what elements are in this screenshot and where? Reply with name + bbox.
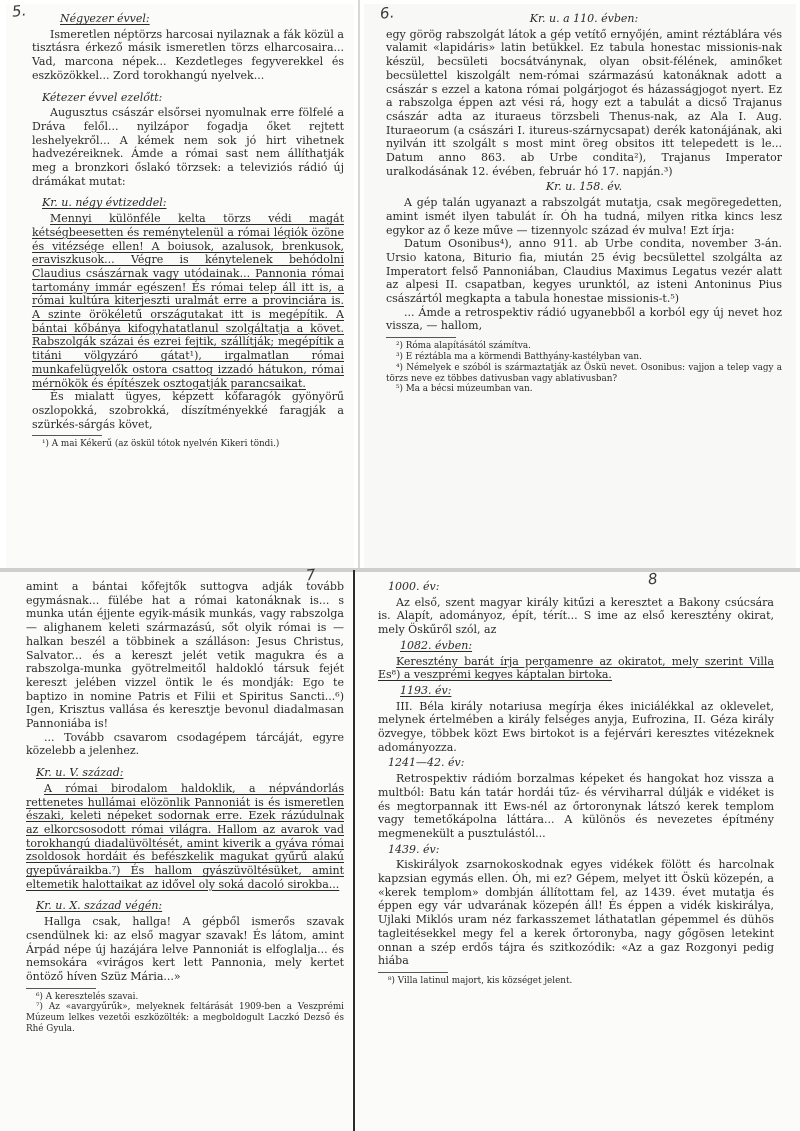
paragraph: A római birodalom haldoklik, a népvándorlás rettenetes hullámai elözönlik Pannoniát is és ismeretlen északi, keleti népeket sodornak erre. Ezek rázúdulnak az elkorcsosodott római világra. Hallom az avarok vad torokhangú diadalüvöltését, amint kiverik a gyáva római zsoldosok hordáit és befészkelik magukat gyűrű alakú gyepűváraikba.⁷) És hallom gyászüvöltésüket, amint eltemetik halottaikat az idővel oly soká dacoló sirokba... <box>26 781 344 891</box>
section-header: Kétezer évvel ezelőtt: <box>42 90 163 104</box>
page-number: 7 <box>305 565 317 585</box>
section-header: Kr. u. 158. év. <box>545 180 623 194</box>
page-number: 6. <box>379 3 396 23</box>
footnote: ³) E réztábla ma a körmendi Batthyány-kastélyban van. <box>396 351 642 362</box>
section-header: Négyezer évvel: <box>60 12 150 25</box>
section-header: Kr. u. X. század végén: <box>36 899 163 913</box>
page-8 <box>356 569 800 1131</box>
footnote: ⁷) Az «avargyűrűk», melyeknek feltárását 1909-ben a Veszprémi Múzeum lelkes vezetői eszközölték: a megboldogult Laczkó Dezső és Rhé Gyula. <box>26 1002 344 1035</box>
paragraph: Az első, szent magyar király kitűzi a keresztet a Bakony csúcsára is. Alapít, adományoz, épít, térít... S ime az első keresztény okirat, mely Öskűről szól, az <box>378 595 774 637</box>
paragraph: III. Béla király notariusa megírja ékes iniciálékkal az oklevelet, melynek értelmében a király felséges anyja, Eufrozina, II. Géza király özvegye, többek közt Ews birtokot is a fejérvári keresztes vitézeknek adományozza. <box>378 699 774 754</box>
section-header: 1082. évben: <box>400 638 473 652</box>
paragraph: És mialatt ügyes, képzett kőfaragók gyönyörű oszlopokká, szobrokká, díszítményekké faragják a szürkés-sárgás követ, <box>32 390 344 431</box>
page-number: 5. <box>11 1 28 21</box>
footnote: ¹) A mai Kékerű (az öskül tótok nyelvén Kikeri töndi.) <box>42 439 280 450</box>
footnote-rule <box>32 435 102 436</box>
paragraph: A gép talán ugyanazt a rabszolgát mutatja, csak megöregedetten, amint ismét ilyen tabulát ír. Óh ha tudná, milyen ritka kincs lesz egykor az ő keze műve — tizennyolc század év mulva! Ezt írja: <box>386 196 782 237</box>
footnote-rule <box>26 988 96 989</box>
page-gutter-bottom <box>353 570 355 1131</box>
paragraph: Mennyi különféle kelta törzs védi magát kétségbeesetten és reménytelenül a római légiók özöne és vitézsége ellen! A boiusok, azalusok, brenkusok, eraviszkusok... Végre is kénytelenek behódolni Claudius császárnak vagy utódainak... Pannonia római tartomány immár egészen! És római telep áll itt is, a római kultúra kiterjeszti uralmát erre a provinciára is. A szinte örökéletű országutakat itt is megépítik. A bántai kőbánya kifogyhatatlanul szolgáltatja a követ. Rabszolgák százai és ezrei fejtik, szállítják; megépítik a titáni völgyzáró gátat¹), irgalmatlan római munkafelügyelők ostora csattog izzadó hátukon, római mérnökök és építészek osztogatják parancsaikat. <box>32 212 344 390</box>
section-header: Kr. u. négy évtizeddel: <box>42 196 167 210</box>
section-header: 1000. év: <box>388 580 440 593</box>
footnote: ²) Róma alapításától számítva. <box>396 341 531 352</box>
section-header: Kr. u. V. század: <box>36 766 124 780</box>
footnote-rule <box>386 337 456 338</box>
section-header: 1439. év: <box>388 842 440 856</box>
section-header: 1241—42. év: <box>388 756 465 770</box>
footnote: ⁴) Némelyek e szóból is származtatják az Öskü nevet. Osonibus: vajjon a telep vagy a törzs neve ez többes dativusban vagy ablativusban? <box>386 362 782 384</box>
page-7 <box>0 572 352 1131</box>
paragraph: amint a bántai kőfejtők suttogva adják tovább egymásnak... fülébe hat a római katonáknak is... s munka után éjjente egyik-másik munkás, vagy rabszolga — alighanem keleti származású, sőt olyik római is — halkan beszél a többinek a szálláson: Jesus Christus, Salvator... és a kereszt jelét vetik magukra és a rabszolga-munka gyötrelmeitől haldokló társuk fejét kereszt jelében vizzel öntik le és mondják: Ego te baptizo in nomine Patris et Filii et Spiritus Sancti...⁶) Igen, Krisztus vallása és keresztje bevonul diadalmasan Pannoniába is! <box>26 580 344 731</box>
page-6 <box>364 4 796 568</box>
page-5 <box>6 4 354 568</box>
page-number: 8 <box>647 569 659 589</box>
paragraph: Ismeretlen néptörzs harcosai nyilaznak a fák közül a tisztásra érkező másik ismeretlen törzs elharcosaira... Vad, marcona népek... Kezdetleges fegyverekkel és eszközökkel... Zord torokhangú nyelvek... <box>32 27 344 82</box>
paragraph: ... Ámde a retrospektiv rádió ugyanebből a korból egy új nevet hoz vissza, — hallom, <box>386 305 782 333</box>
section-header: 1193. év: <box>400 683 452 697</box>
paragraph: Kiskirályok zsarnokoskodnak egyes vidékek fölött és harcolnak kapzsian egymás ellen. Óh, mi ez? Gépem, melyet itt Öskü közepén, a «kerek templom» dombján állítottam fel, az 1439. évet mutatja és éppen egy vár udvarának közepén áll! És éppen a vidék kiskirálya, Ujlaki Miklós uram néz farkasszemet láthatatlan gépemmel és dühös tagleitésekkel megy fel a kerek őrtoronyba, nagy gőgösen letekint onnan a szép erdős tájra és szitkozódik: «Az a gaz Rozgonyi pedig hiába <box>378 858 774 968</box>
footnote: ⁵) Ma a bécsi múzeumban van. <box>396 384 533 395</box>
section-header: Kr. u. a 110. évben: <box>529 12 639 25</box>
paragraph: ... Tovább csavarom csodagépem tárcáját, egyre közelebb a jelenhez. <box>26 730 344 758</box>
footnote-rule <box>378 972 448 973</box>
paragraph: Keresztény barát írja pergamenre az okiratot, mely szerint Villa Es⁸) a veszprémi kegyes káptalan birtoka. <box>378 654 774 682</box>
paragraph: Augusztus császár elsőrsei nyomulnak erre fölfelé a Dráva felől... nyilzápor fogadja őket rejtett leshelyekről... A kémek nem sok jó hirt vihetnek hadvezéreiknek. Ámde a római sast nem állíthatják meg a bronzkori őslakó törzsek: a televiziós rádió új drámákat mutat: <box>32 106 344 188</box>
paragraph: egy görög rabszolgát látok a gép vetítő ernyőjén, amint réztáblára vés valamit «lapidáris» latin betükkel. Ez tabula honestac missionis-nak készül, becsületi bocsátványnak, olyan obsit-félének, aminőket becsülettel kiszolgált nem-római származású katonáknak adott a császár s ezzel a katona római polgárjogot és házasságjogot nyert. Ez a rabszolga éppen azt vési rá, hogy ezt a tabulát a dicső Trajanus császár adta az ituraeus törzsbeli Thenus-nak, az Ala I. Aug. Ituraeorum (a császári I. itureus-szárnycsapat) derék katonájának, aki nyilván itt szolgált s most mint öreg obsitos itt telepedett is le... Datum anno 863. ab Urbe condita²), Trajanus Imperator uralkodásának 12. évében, február hó 17. napján.³) <box>386 27 782 178</box>
footnote: ⁸) Villa latinul majort, kis községet jelent. <box>388 975 573 986</box>
page-gutter-top <box>358 0 360 568</box>
footnote: ⁶) A keresztelés szavai. <box>36 991 139 1002</box>
paragraph: Hallga csak, hallga! A gépből ismerős szavak csendülnek ki: az első magyar szavak! És látom, amint Árpád népe új hazájára lelve Pannoniát is elfoglalja... és nemsokára «virágos kert lett Pannonia, mely kertet öntöző híven Szüz Mária...» <box>26 915 344 983</box>
paragraph: Datum Osonibus⁴), anno 911. ab Urbe condita, november 3-án. Ursio katona, Biturio fia, miután 25 évig becsülettel szolgálta az Imperatort felső Pannoniában, Claudius Maximus Legatus vezér alatt az alpesi II. csapatban, kegyes urunktól, az isteni Antoninus Pius császártól megkapta a tabula honestae missionis-t.⁵) <box>386 237 782 306</box>
paragraph: Retrospektiv rádióm borzalmas képeket és hangokat hoz vissza a multból: Batu kán tatár hordái tűz- és vérviharral dúlják e vidéket is és megtorpannak itt Ews-nél az őrtoronynak látszó kerek templom vagy temetőkápolna láttára... A különös és nevezetes építmény megmenekült a pusztulástól... <box>378 772 774 840</box>
